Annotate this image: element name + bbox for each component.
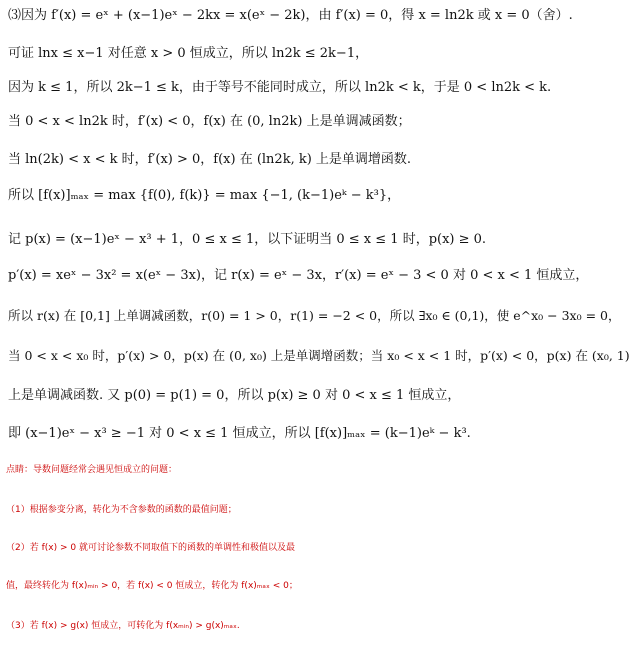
solution-line: 所以 [f(x)]ₘₐₓ = max {f(0), f(k)} = max {−1, (k−1)eᵏ − k³}， — [8, 188, 401, 203]
solution-line: 当 ln(2k) < x < k 时，f′(x) > 0，f(x) 在 (ln2k, k) 上是单调增函数. — [8, 152, 412, 167]
solution-line: 即 (x−1)eˣ − x³ ≥ −1 对 0 < x ≤ 1 恒成立，所以 [f(x)]ₘₐₓ = (k−1)eᵏ − k³. — [8, 426, 471, 441]
solution-line: 可证 lnx ≤ x−1 对任意 x > 0 恒成立，所以 ln2k ≤ 2k−1， — [8, 46, 369, 61]
note-line: （2）若 f(x) > 0 就可讨论参数不同取值下的函数的单调性和极值以及最 — [6, 543, 295, 553]
note-line: 值，最终转化为 f(x)ₘᵢₙ > 0，若 f(x) < 0 恒成立，转化为 f(x)ₘₐₓ < 0； — [6, 581, 298, 591]
solution-line: 记 p(x) = (x−1)eˣ − x³ + 1，0 ≤ x ≤ 1，以下证明当 0 ≤ x ≤ 1 时，p(x) ≥ 0. — [8, 232, 487, 247]
note-line: （3）若 f(x) > g(x) 恒成立，可转化为 f(xₘᵢₙ) > g(x)ₘₐₓ. — [6, 621, 240, 631]
solution-line: 所以 r(x) 在 [0,1] 上单调减函数，r(0) = 1 > 0，r(1) = −2 < 0，所以 ∃x₀ ∈ (0,1)，使 e^x₀ − 3x₀ = 0， — [8, 308, 621, 323]
solution-line: p′(x) = xeˣ − 3x² = x(eˣ − 3x)，记 r(x) = eˣ − 3x，r′(x) = eˣ − 3 < 0 对 0 < x < 1 恒成立， — [8, 268, 589, 283]
solution-line: 当 0 < x < ln2k 时，f′(x) < 0，f(x) 在 (0, ln2k) 上是单调减函数； — [8, 114, 411, 129]
solution-line: 上是单调减函数. 又 p(0) = p(1) = 0，所以 p(x) ≥ 0 对 0 < x ≤ 1 恒成立， — [8, 388, 461, 403]
solution-line: 因为 k ≤ 1，所以 2k−1 ≤ k，由于等号不能同时成立，所以 ln2k < k，于是 0 < ln2k < k. — [8, 80, 552, 95]
note-line: （1）根据参变分离，转化为不含参数的函数的最值问题； — [6, 505, 237, 515]
solution-line: ⑶因为 f′(x) = eˣ + (x−1)eˣ − 2kx = x(eˣ − 2k)，由 f′(x) = 0，得 x = ln2k 或 x = 0（舍）. — [8, 8, 573, 23]
note-heading: 点睛：导数问题经常会遇见恒成立的问题： — [6, 465, 178, 475]
solution-line: 当 0 < x < x₀ 时，p′(x) > 0，p(x) 在 (0, x₀) 上是单调增函数；当 x₀ < x < 1 时，p′(x) < 0，p(x) 在 (x₀, 1) — [8, 348, 630, 363]
